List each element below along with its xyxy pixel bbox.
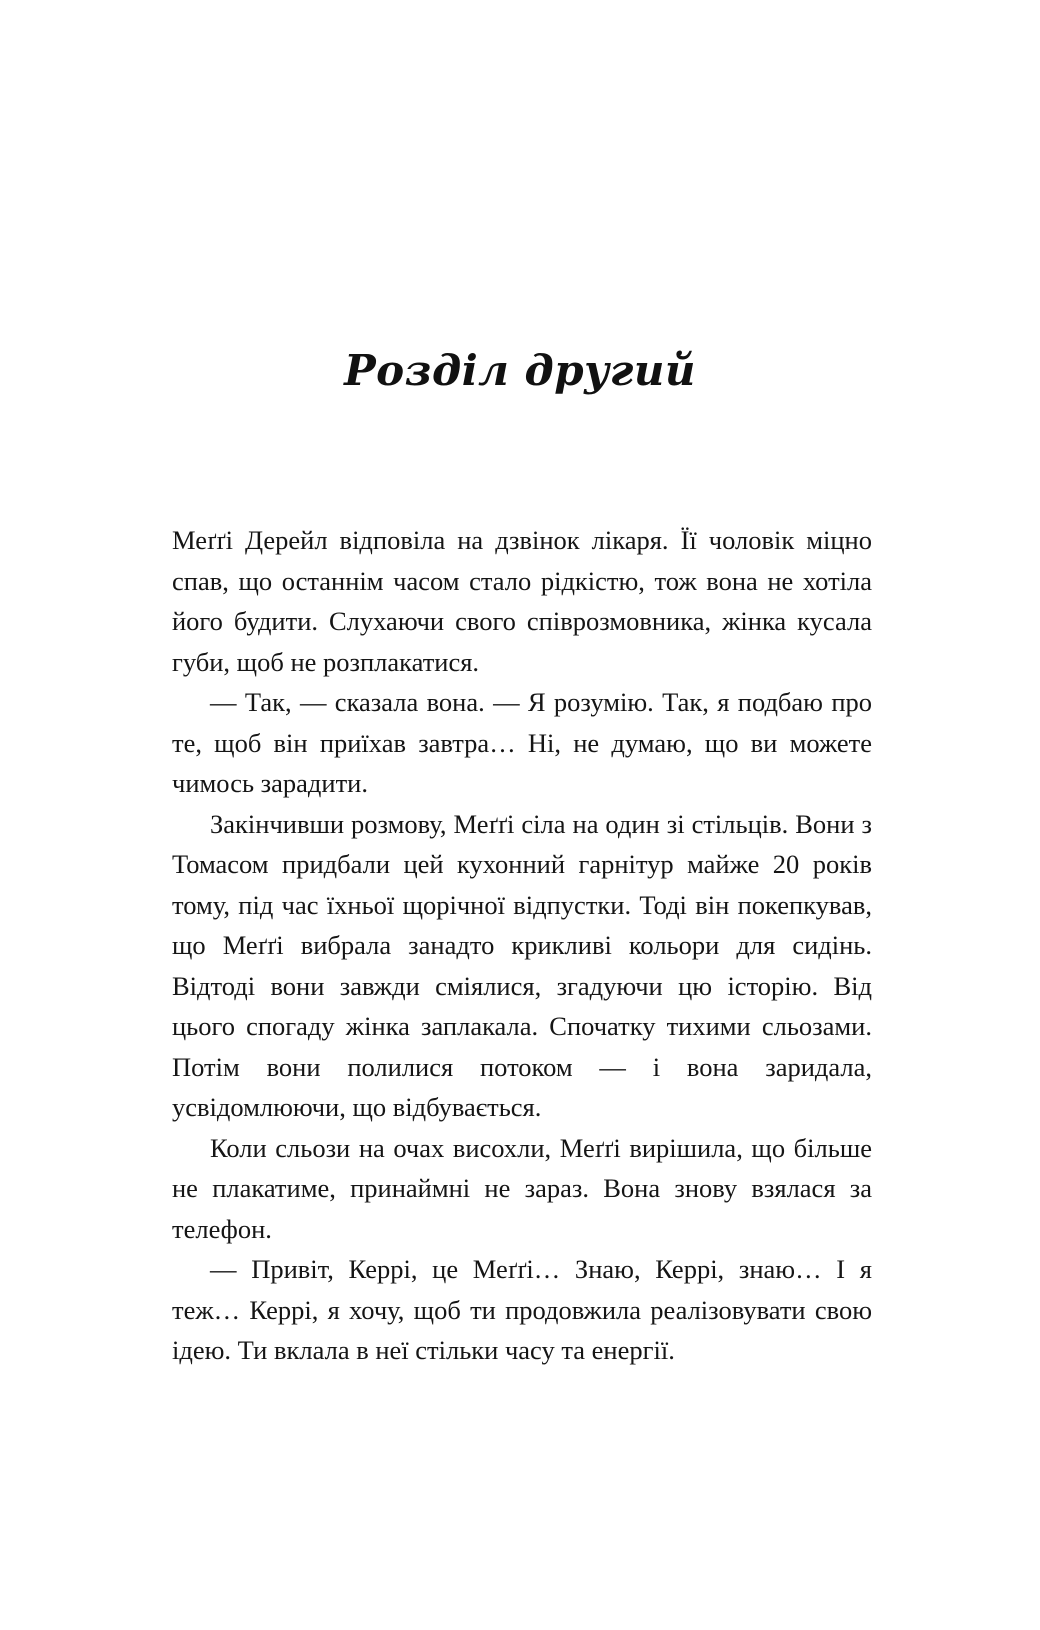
paragraph: Закінчивши розмову, Меґґі сіла на один зі стільців. Вони з Томасом придбали цей кухонний гарнітур майже 20 років тому, під час їхньої щорічної відпустки. Тоді він покепкував, що Меґґі вибрала занадто крикливі кольори для сидінь. Відтоді вони завжди сміялися, згадуючи цю історію. Від цього спогаду жінка заплакала. Спочатку тихими сльозами. Потім вони полилися потоком — і вона заридала, усвідомлюючи, що відбувається. xyxy=(172,808,872,1122)
paragraph: Коли сльози на очах висохли, Меґґі вирішила, що більше не плакатиме, принаймні не зараз. Вона знову взялася за телефон. xyxy=(172,1132,872,1244)
paragraph: Меґґі Дерейл відповіла на дзвінок лікаря. Її чоловік міцно спав, що останнім часом стало рідкістю, тож вона не хотіла його будити. Слухаючи свого співрозмовника, жінка кусала губи, щоб не розплакатися. xyxy=(172,525,872,677)
body-text-block xyxy=(172,520,872,1371)
page-title: Розділ другий xyxy=(344,346,696,396)
paragraph: — Так, — сказала вона. — Я розумію. Так, я подбаю про те, щоб він приїхав завтра… Ні, не думаю, що ви можете чимось зарадити. xyxy=(172,687,872,798)
paragraph: — Привіт, Керрі, це Меґґі… Знаю, Керрі, знаю… І я теж… Керрі, я хочу, щоб ти продовжила реалізовувати свою ідею. Ти вклала в неї стільки часу та енергії. xyxy=(172,1254,872,1365)
